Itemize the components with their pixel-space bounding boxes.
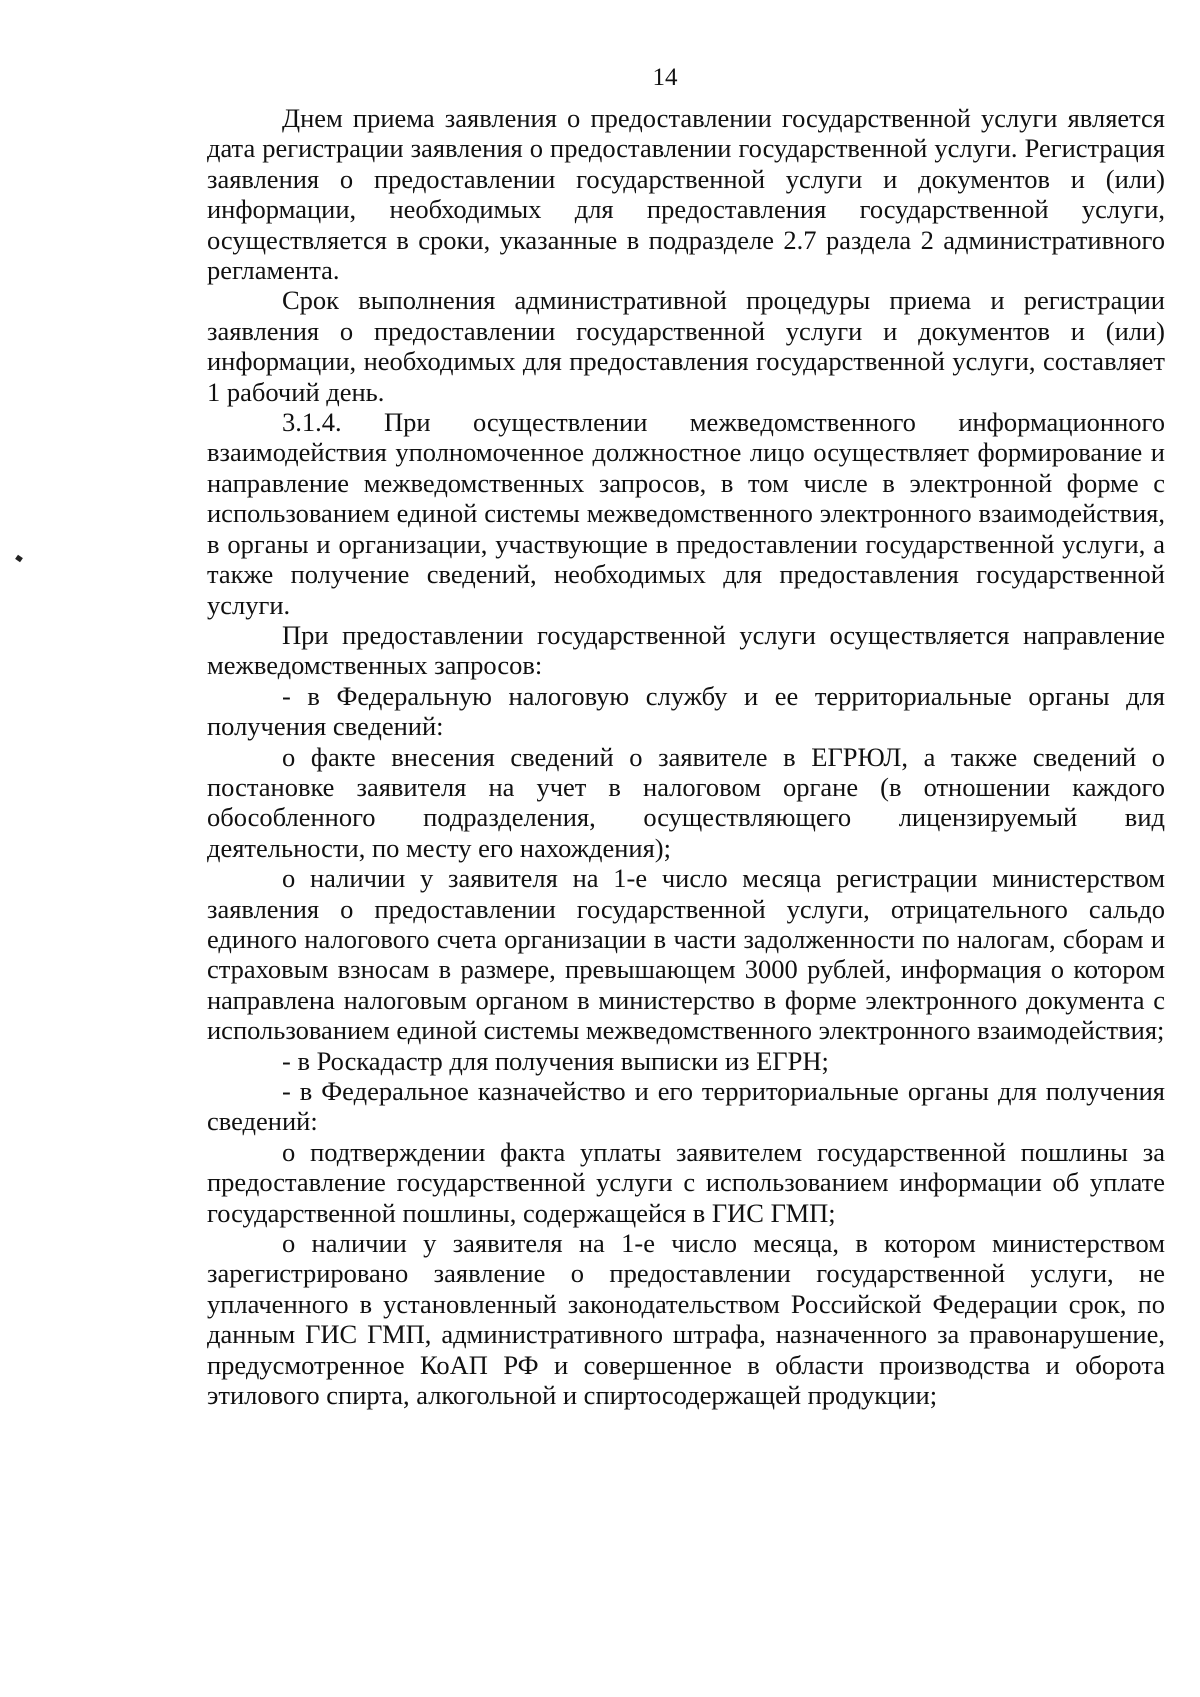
- list-item-tax-service: - в Федеральную налоговую службу и ее территориальные органы для получения сведений:: [207, 680, 1165, 742]
- document-body: [207, 103, 1165, 1410]
- paragraph-tax-balance: о наличии у заявителя на 1-е число месяца регистрации министерством заявления о предоставлении государственной услуги, отрицательного сальдо единого налогового счета организации в части задолженности по налогам, сборам и страховым взносам в размере, превышающем 3000 рублей, информация о котором направлена налоговым органом в министерство в форме электронного документа с использованием единой системы межведомственного электронного взаимодействия;: [207, 863, 1165, 1046]
- scan-artifact-mark: [15, 555, 23, 563]
- paragraph-interagency-interaction: 3.1.4. При осуществлении межведомственного информационного взаимодействия уполномоченное должностное лицо осуществляет формирование и направление межведомственных запросов, в том числе в электронной форме с использованием единой системы межведомственного электронного взаимодействия, в органы и организации, участвующие в предоставлении государственной услуги, а также получение сведений, необходимых для предоставления государственной услуги.: [207, 407, 1165, 620]
- paragraph-duty-payment: о подтверждении факта уплаты заявителем государственной пошлины за предоставление государственной услуги с использованием информации об уплате государственной пошлины, содержащейся в ГИС ГМП;: [207, 1136, 1165, 1228]
- paragraph-egrul-facts: о факте внесения сведений о заявителе в ЕГРЮЛ, а также сведений о постановке заявителя на учет в налоговом органе (в отношении каждого обособленного подразделения, осуществляющего лицензируемый вид деятельности, по месту его нахождения);: [207, 741, 1165, 863]
- list-item-roskadastr: - в Роскадастр для получения выписки из ЕГРН;: [282, 1045, 829, 1076]
- page-number: 14: [652, 64, 678, 91]
- paragraph-procedure-term: Срок выполнения административной процедуры приема и регистрации заявления о предоставлении государственной услуги и документов и (или) информации, необходимых для предоставления государственной услуги, составляет 1 рабочий день.: [207, 285, 1165, 407]
- paragraph-requests-intro: При предоставлении государственной услуги осуществляется направление межведомственных запросов:: [207, 619, 1165, 681]
- paragraph-administrative-fine: о наличии у заявителя на 1-е число месяца, в котором министерством зарегистрировано заявление о предоставлении государственной услуги, не уплаченного в установленный законодательством Российской Федерации срок, по данным ГИС ГМП, административного штрафа, назначенного за правонарушение, предусмотренное КоАП РФ и совершенное в области производства и оборота этилового спирта, алкогольной и спиртосодержащей продукции;: [207, 1228, 1165, 1411]
- paragraph-application-day: Днем приема заявления о предоставлении государственной услуги является дата регистрации заявления о предоставлении государственной услуги. Регистрация заявления о предоставлении государственной услуги и документов и (или) информации, необходимых для предоставления государственной услуги, осуществляется в сроки, указанные в подразделе 2.7 раздела 2 административного регламента.: [207, 103, 1165, 286]
- list-item-treasury: - в Федеральное казначейство и его территориальные органы для получения сведений:: [207, 1076, 1165, 1137]
